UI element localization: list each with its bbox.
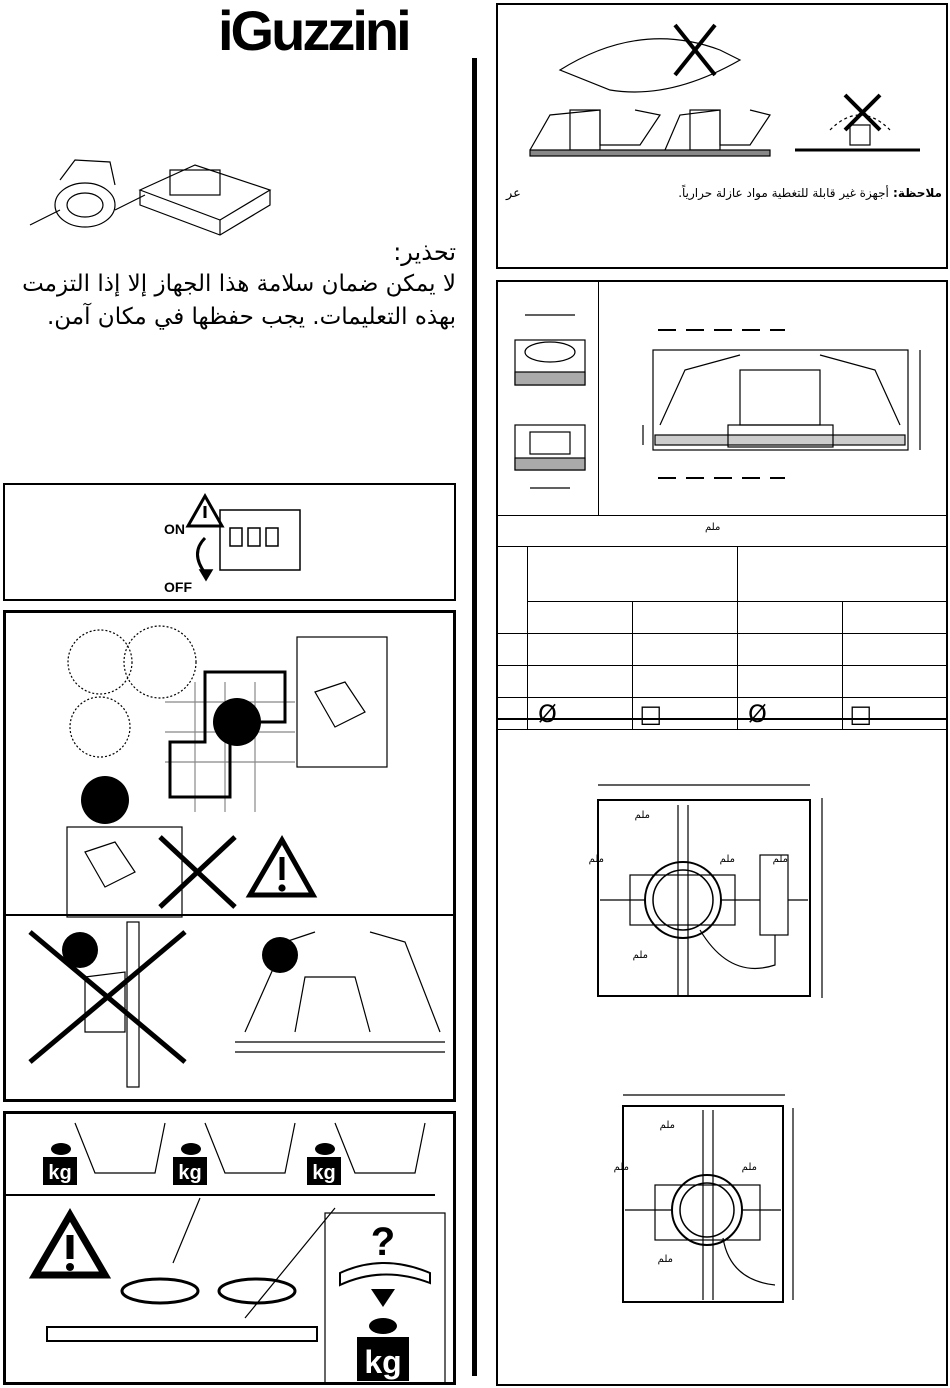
table-cell (528, 634, 633, 666)
note-text: أجهزة غير قابلة للتغطية مواد عازلة حرارياً. (678, 186, 889, 200)
off-label: OFF (164, 579, 192, 595)
kg-icon-1 (43, 1143, 77, 1185)
spacing-label: ملم (613, 1162, 629, 1173)
logo-text: iGuzzini (218, 0, 409, 62)
cutout-divider-h (497, 515, 947, 516)
installation-location-illustration (5, 612, 455, 1100)
warning-title: تحذير: (393, 238, 456, 266)
table-cell (633, 602, 738, 634)
kg-label: kg (364, 1344, 402, 1380)
table-unit-header: ملم (705, 522, 721, 533)
table-cell (528, 547, 738, 602)
kg-icon-2 (173, 1143, 207, 1185)
table-cell (737, 666, 842, 698)
table-cell (497, 547, 528, 634)
warning-body: لا يمكن ضمان سلامة هذا الجهاز إلا إذا التزمت بهذه التعليمات. يجب حفظها في مكان آمن. (22, 271, 456, 330)
weight-illustration (5, 1113, 455, 1383)
table-cell (737, 602, 842, 634)
note-label: ملاحظة: (893, 186, 942, 200)
table-cell (843, 666, 948, 698)
spacing-label: ملم (632, 950, 648, 961)
spacing-diagram-round (615, 1090, 805, 1310)
round-symbol: Ø (737, 698, 842, 730)
spacing-label: ملم (634, 810, 650, 821)
spacing-label: ملم (772, 854, 788, 865)
question-mark: ? (370, 1220, 396, 1264)
table-cell (843, 602, 948, 634)
table-cell (737, 547, 947, 602)
table-cell (497, 634, 528, 666)
table-cell (528, 602, 633, 634)
round-symbol: Ø (528, 698, 633, 730)
dimension-table (496, 546, 948, 730)
table-cell (633, 666, 738, 698)
insulation-note (678, 186, 942, 200)
spacing-label: ملم (657, 1254, 673, 1265)
spacing-label: ملم (588, 854, 604, 865)
language-code: عر (506, 186, 521, 201)
spacing-diagram-square (590, 780, 830, 1010)
product-illustration (20, 150, 280, 240)
insulation-illustration (520, 10, 940, 170)
table-row (497, 666, 948, 698)
power-switch-illustration (160, 488, 310, 598)
square-symbol: □ (843, 698, 948, 730)
table-cell (528, 666, 633, 698)
column-divider (472, 58, 477, 1376)
kg-icon-large (357, 1318, 409, 1381)
spacing-label: ملم (741, 1162, 757, 1173)
table-cell (737, 634, 842, 666)
table-row (497, 602, 948, 634)
brand-logo (218, 0, 458, 62)
table-row (497, 634, 948, 666)
kg-icon-3 (307, 1143, 341, 1185)
spacing-label: ملم (719, 854, 735, 865)
kg-label: kg (178, 1162, 202, 1184)
table-cell (843, 634, 948, 666)
on-label: ON (164, 521, 185, 537)
table-cell (497, 666, 528, 698)
table-cell (633, 634, 738, 666)
kg-label: kg (312, 1162, 336, 1184)
square-symbol: □ (633, 698, 738, 730)
iguzzini-logo (218, 0, 458, 62)
table-row (497, 547, 948, 602)
cutout-illustration (500, 300, 940, 500)
spacing-label: ملم (659, 1120, 675, 1131)
kg-label: kg (48, 1162, 72, 1184)
